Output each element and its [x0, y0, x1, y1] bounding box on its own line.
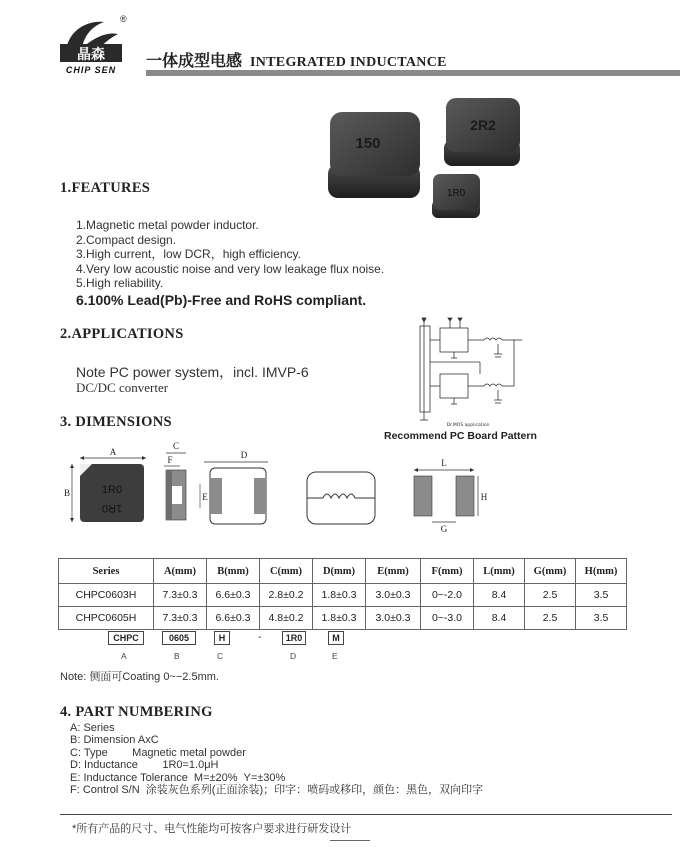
cell-d: 1.8±0.3 — [313, 584, 366, 607]
cell-series: CHPC0605H — [59, 607, 154, 630]
label-c: C — [172, 441, 180, 451]
col-d: D(mm) — [313, 559, 366, 584]
page-title — [146, 48, 447, 71]
code-box-dimension: 0605 — [162, 631, 196, 645]
label-b: B — [63, 488, 71, 498]
pn-line: E: Inductance Tolerance M=±20% Y=±30% — [70, 771, 286, 784]
label-e: E — [202, 492, 208, 502]
col-g: G(mm) — [525, 559, 576, 584]
header-rule — [146, 70, 680, 76]
code-box-series: CHPC — [108, 631, 144, 645]
registered-mark: ® — [120, 14, 127, 24]
table-row — [59, 584, 627, 607]
part-numbering-heading: 4. PART NUMBERING — [60, 704, 213, 720]
coating-note: Note: 侧面可Coating 0~−2.5mm. — [60, 671, 219, 683]
table-header-row — [59, 559, 627, 584]
cell-h: 3.5 — [576, 607, 627, 630]
brand-en: CHIP SEN — [65, 65, 117, 75]
code-letter-e: E — [332, 651, 338, 661]
cell-d: 1.8±0.3 — [313, 607, 366, 630]
cell-c: 4.8±0.2 — [260, 607, 313, 630]
bottom-view-drawing — [196, 446, 276, 531]
code-letter-d: D — [290, 651, 297, 661]
cell-b: 6.6±0.3 — [207, 607, 260, 630]
code-letter-a: A — [121, 651, 127, 661]
application-line-1: Note PC power system，incl. IMVP-6 — [76, 364, 309, 380]
cell-f: 0~-3.0 — [421, 607, 474, 630]
pn-line: B: Dimension AxC — [70, 734, 159, 747]
col-b: B(mm) — [207, 559, 260, 584]
table-row — [59, 607, 627, 630]
part-numbering-list — [70, 722, 483, 796]
col-c: C(mm) — [260, 559, 313, 584]
cell-e: 3.0±0.3 — [366, 607, 421, 630]
label-f: F — [167, 455, 173, 465]
product-photo — [320, 92, 530, 237]
col-e: E(mm) — [366, 559, 421, 584]
code-letter-b: B — [174, 651, 180, 661]
coil-schematic — [305, 470, 377, 531]
col-h: H(mm) — [576, 559, 627, 584]
part-marking: 1R0 — [101, 484, 123, 496]
cell-a: 7.3±0.3 — [154, 584, 207, 607]
label-g: G — [440, 524, 448, 534]
cell-c: 2.8±0.2 — [260, 584, 313, 607]
col-a: A(mm) — [154, 559, 207, 584]
title-en: INTEGRATED INDUCTANCE — [250, 55, 447, 70]
col-series: Series — [59, 559, 154, 584]
pcb-land-pattern — [404, 456, 494, 545]
cell-series: CHPC0603H — [59, 584, 154, 607]
label-a: A — [109, 447, 117, 457]
code-letter-c: C — [217, 651, 224, 661]
part-marking-inverted: 1R0 — [101, 502, 123, 514]
application-line-2: DC/DC converter — [76, 380, 169, 395]
cell-l: 8.4 — [474, 584, 525, 607]
dimensions-table — [58, 558, 627, 630]
code-box-inductance: 1R0 — [282, 631, 306, 645]
code-box-type: H — [214, 631, 230, 645]
marking-150: 150 — [355, 135, 381, 152]
footer-rule — [60, 814, 672, 815]
features-list — [76, 218, 384, 309]
side-view-drawing — [156, 440, 192, 531]
features-heading: 1.FEATURES — [60, 180, 151, 196]
cell-g: 2.5 — [525, 584, 576, 607]
feature-item: 1.Magnetic metal powder inductor. — [76, 218, 259, 232]
pn-line: C: Type Magnetic metal powder — [70, 746, 246, 759]
feature-item-rohs: 6.100% Lead(Pb)-Free and RoHS compliant. — [76, 291, 367, 308]
cell-f: 0~-2.0 — [421, 584, 474, 607]
cell-g: 2.5 — [525, 607, 576, 630]
pn-line: A: Series — [70, 722, 115, 734]
cell-e: 3.0±0.3 — [366, 584, 421, 607]
pn-line: F: Control S/N 涂装灰色系列(正面涂装)；印字：喷码或移印，颜色：黑色，双向印字 — [70, 784, 484, 797]
pcb-pattern-label: Recommend PC Board Pattern — [384, 430, 537, 442]
applications-heading: 2.APPLICATIONS — [60, 326, 184, 342]
feature-item: 3.High current，low DCR，high efficiency. — [76, 247, 301, 262]
brand-cn: 晶森 — [77, 47, 105, 63]
circuit-caption: Dr.MOS application — [446, 423, 490, 428]
circuit-diagram — [410, 314, 525, 433]
col-f: F(mm) — [421, 559, 474, 584]
label-h: H — [480, 492, 488, 502]
label-d: D — [240, 450, 248, 460]
top-view-drawing — [62, 446, 148, 531]
feature-item: 5.High reliability. — [76, 276, 164, 291]
footer-note: *所有产品的尺寸、电气性能均可按客户要求进行研发设计 — [72, 823, 352, 835]
cell-l: 8.4 — [474, 607, 525, 630]
code-box-tolerance: M — [328, 631, 344, 645]
feature-item: 4.Very low acoustic noise and very low leakage flux noise. — [76, 261, 385, 276]
feature-item: 2.Compact design. — [76, 232, 177, 247]
col-l: L(mm) — [474, 559, 525, 584]
cell-h: 3.5 — [576, 584, 627, 607]
title-cn: 一体成型电感 — [146, 53, 243, 70]
cell-a: 7.3±0.3 — [154, 607, 207, 630]
pn-line: D: Inductance 1R0=1.0μH — [70, 759, 219, 772]
page-number-mark — [330, 840, 370, 847]
marking-1r0: 1R0 — [446, 188, 466, 199]
cell-b: 6.6±0.3 — [207, 584, 260, 607]
code-dash: - — [258, 632, 262, 643]
marking-2r2: 2R2 — [470, 117, 496, 133]
label-l: L — [441, 458, 447, 468]
dimensions-heading: 3. DIMENSIONS — [60, 414, 172, 430]
